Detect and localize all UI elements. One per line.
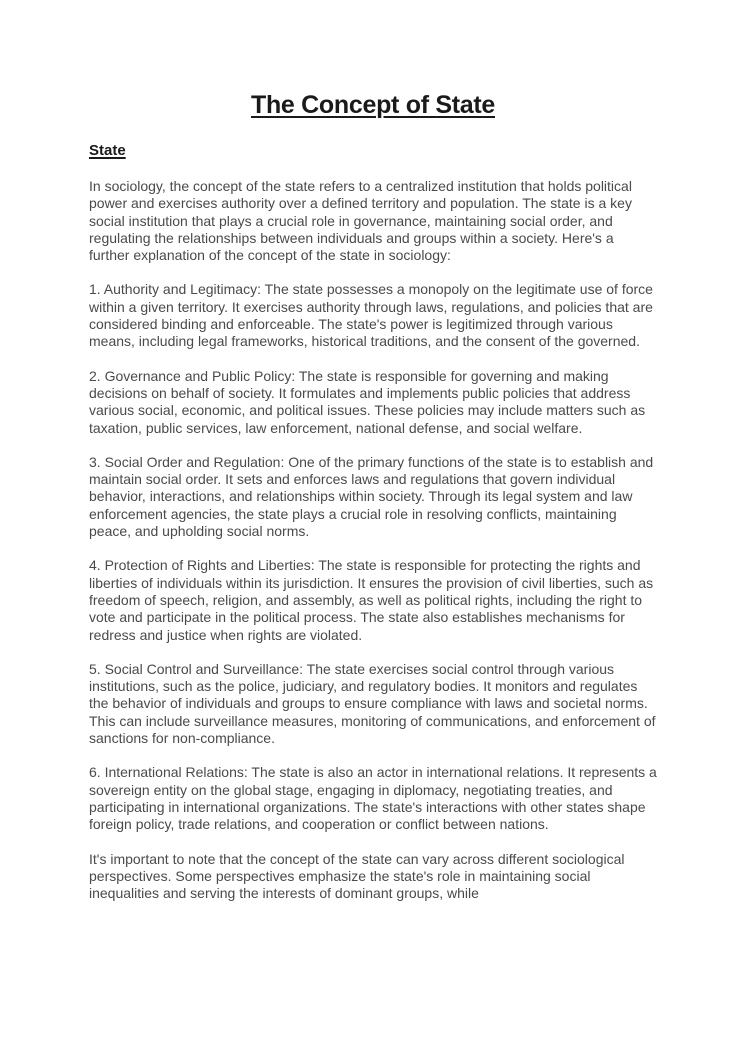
paragraph-closing: It's important to note that the concept of the state can vary across different sociological perspectives. Some perspectives emphasize the state's role in maintaining social inequalities and serving the interests of dominant groups, while — [89, 850, 625, 902]
section-heading-state: State — [89, 142, 126, 159]
document-content — [89, 0, 657, 919]
paragraph-international-relations: 6. International Relations: The state is also an actor in international relations. It represents a sovereign entity on the global stage, engaging in diplomacy, negotiating treaties, and participating in international organizations. The state's interactions with other states shape foreign policy, trade relations, and cooperation or conflict between nations. — [89, 764, 657, 833]
paragraph-governance-public-policy: 2. Governance and Public Policy: The state is responsible for governing and making decisions on behalf of society. It formulates and implements public policies that address various social, economic, and political issues. These policies may include matters such as taxation, public services, law enforcement, national defense, and social welfare. — [89, 367, 646, 436]
document-title: The Concept of State — [250, 91, 495, 119]
paragraph-authority-legitimacy: 1. Authority and Legitimacy: The state possesses a monopoly on the legitimate use of force within a given territory. It exercises authority through laws, regulations, and policies that are considered binding and enforceable. The state's power is legitimized through various means, including legal frameworks, historical traditions, and the consent of the governed. — [89, 281, 653, 350]
document-body — [89, 178, 657, 902]
paragraph-social-order-regulation: 3. Social Order and Regulation: One of the primary functions of the state is to establish and maintain social order. It sets and enforces laws and regulations that govern individual behavior, interactions, and relationships within society. Through its legal system and law enforcement agencies, the state plays a crucial role in resolving conflicts, maintaining peace, and upholding social norms. — [89, 453, 654, 540]
paragraph-rights-liberties: 4. Protection of Rights and Liberties: The state is responsible for protecting the rights and liberties of individuals within its jurisdiction. It ensures the provision of civil liberties, such as freedom of speech, religion, and assembly, as well as political rights, including the right to vote and participate in the political process. The state also establishes mechanisms for redress and justice when rights are violated. — [89, 557, 654, 643]
paragraph-social-control-surveillance: 5. Social Control and Surveillance: The state exercises social control through various institutions, such as the police, judiciary, and regulatory bodies. It monitors and regulates the behavior of individuals and groups to ensure compliance with laws and societal norms. This can include surveillance measures, monitoring of communications, and enforcement of sanctions for non-compliance. — [89, 660, 656, 747]
paragraph-intro: In sociology, the concept of the state refers to a centralized institution that holds political power and exercises authority over a defined territory and population. The state is a key social institution that plays a crucial role in governance, maintaining social order, and regulating the relationships between individuals and groups within a society. Here's a further explanation of the concept of the state in sociology: — [89, 178, 632, 264]
